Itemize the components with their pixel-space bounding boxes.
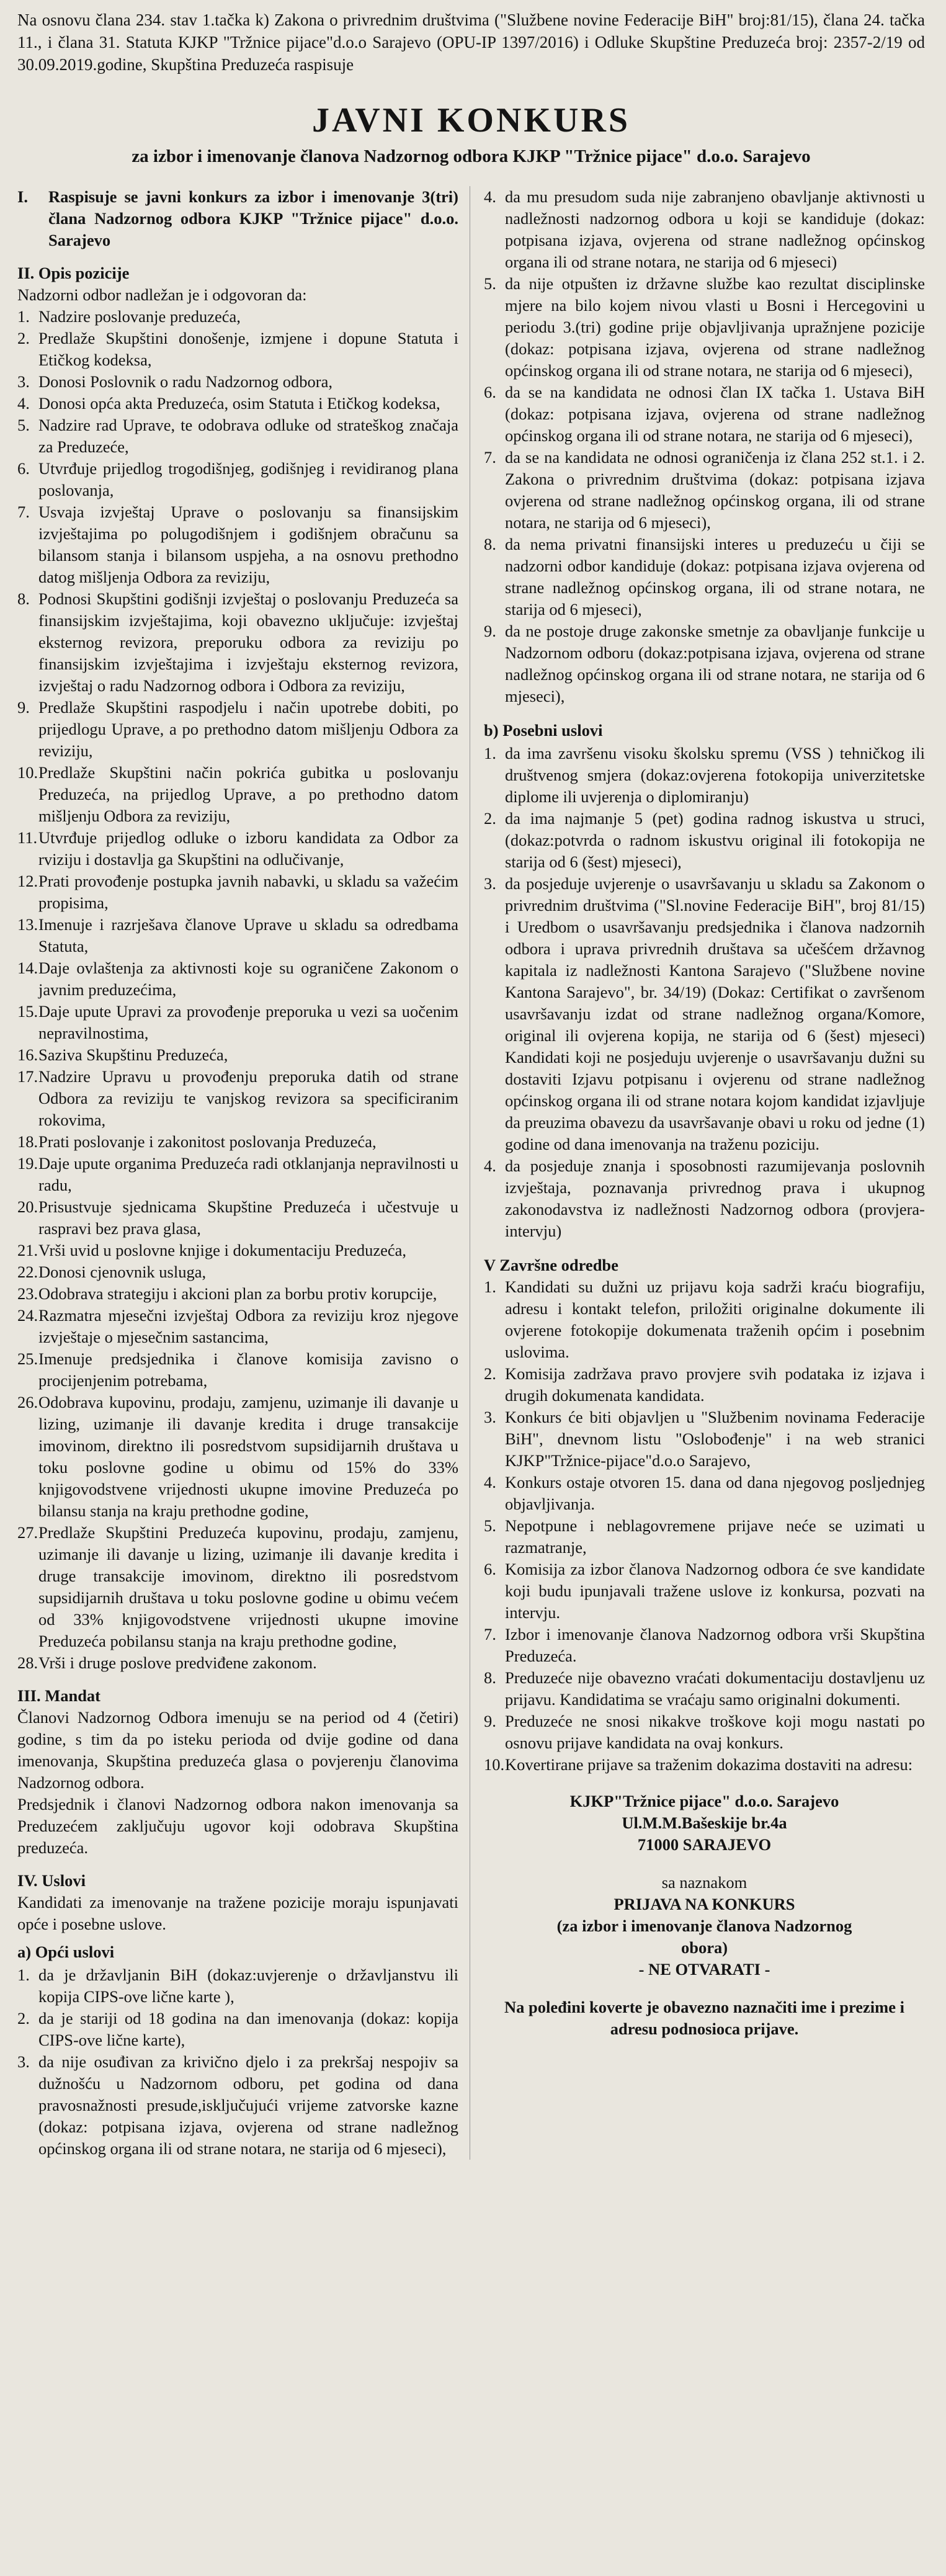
list-item	[17, 393, 458, 414]
list-item	[484, 620, 925, 707]
list-item	[17, 914, 458, 957]
section-2-lead: Nadzorni odbor nadležan je i odgovoran da:	[17, 285, 307, 304]
list-item	[17, 1348, 458, 1392]
list-item	[17, 2008, 458, 2051]
address-line-1: KJKP"Tržnice pijace" d.o.o. Sarajevo	[569, 1792, 839, 1810]
list-item-text: Nadzire rad Uprave, te odobrava odluke od strateškog značaja za Preduzeće,	[38, 416, 458, 456]
section-3-paragraph-1: Članovi Nadzornog Odbora imenuju se na period od 4 (četiri) godine, s tim da po isteku perioda od dvije godine od dana imenovanja, Skupština preduzeća glasa o povjerenju članovima Nadzornog odbora.	[17, 1708, 458, 1792]
list-item-number: 5.	[17, 416, 30, 434]
list-item-text: Razmatra mjesečni izvještaj Odbora za reviziju kroz njegove izvještaje o mjesečnim sastancima,	[38, 1306, 458, 1346]
list-item	[17, 870, 458, 914]
list-item-text: da ne postoje druge zakonske smetnje za obavljanje funkcije u Nadzornom odboru (dokaz:potpisana izjava, ovjerena od strane nadležnog općinskog organa ili od strane notara, ne starija od 6 mjeseci),	[505, 622, 925, 705]
list-item-number: 21.	[17, 1241, 38, 1259]
list-item-text: Predlaže Skupštini donošenje, izmjene i dopune Statuta i Etičkog kodeksa,	[38, 329, 458, 369]
section-2-heading: II. Opis pozicije	[17, 264, 130, 282]
list-item-number: 9.	[484, 622, 496, 640]
list-item-text: da je stariji od 18 godina na dan imenovanja (dokaz: kopija CIPS-ove lične karte),	[38, 2009, 458, 2049]
list-item-number: 27.	[17, 1523, 38, 1542]
list-item-text: Predlaže Skupštini Preduzeća kupovinu, prodaju, zamjenu, uzimanje ili davanje u lizing, uzimanje ili davanje kredita i druge transakcije imovinom, direktno ili posredstvom supsidijarnih društava u toku poslovne godine u obimu većem od 33% knjigovodstvene vrijednosti ukupne imovine Preduzeća pobilansu stanja na kraju prethodne godine,	[38, 1523, 458, 1650]
list-item-number: 3.	[17, 372, 30, 391]
general-conditions-list-part-2	[484, 186, 925, 707]
list-item-number: 2.	[17, 329, 30, 347]
list-item	[17, 1196, 458, 1240]
address-line-3: 71000 SARAJEVO	[637, 1835, 772, 1854]
list-item	[17, 588, 458, 697]
list-item-text: Daje upute Upravi za provođenje preporuka u vezi sa uočenim nepravilnostima,	[38, 1002, 458, 1042]
list-item-text: Nadzire Upravu u provođenju preporuka datih od strane Odbora za reviziju te vanjskog revizora sa specificiranim rokovima,	[38, 1067, 458, 1129]
list-item-number: 16.	[17, 1045, 38, 1064]
list-item-number: 22.	[17, 1263, 38, 1281]
list-item-number: 23.	[17, 1284, 38, 1303]
list-item-number: 18.	[17, 1132, 38, 1151]
list-item	[484, 1472, 925, 1515]
list-item-text: Vrši uvid u poslovne knjige i dokumentaciju Preduzeća,	[38, 1241, 407, 1259]
list-item-text: Daje ovlaštenja za aktivnosti koje su ograničene Zakonom o javnim preduzećima,	[38, 959, 458, 999]
list-item-text: Komisija za izbor članova Nadzornog odbora će sve kandidate koji budu ipunjavali tražene uslove iz konkursa, pozvati na intervju.	[505, 1560, 925, 1622]
list-item	[17, 1261, 458, 1283]
list-item	[17, 1044, 458, 1066]
section-3-heading: III. Mandat	[17, 1686, 101, 1705]
envelope-label-line-1: PRIJAVA NA KONKURS	[614, 1895, 795, 1913]
list-item-text: Izbor i imenovanje članova Nadzornog odbora vrši Skupština Preduzeća.	[505, 1625, 925, 1665]
list-item-number: 9.	[17, 698, 30, 717]
list-item-number: 1.	[17, 307, 30, 326]
list-item	[484, 534, 925, 620]
section-4-heading: IV. Uslovi	[17, 1871, 86, 1890]
list-item-text: Vrši i druge poslove predviđene zakonom.	[38, 1653, 317, 1672]
list-item	[17, 306, 458, 328]
list-item-number: 4.	[484, 187, 496, 206]
list-item-text: da ima najmanje 5 (pet) godina radnog iskustva u struci, (dokaz:potvrda o radnom iskustvu original ili fotokopija ne starija od 6 (šest) mjeseci),	[505, 809, 925, 871]
list-item-number: 28.	[17, 1653, 38, 1672]
envelope-label-line-3: obora)	[680, 1938, 728, 1957]
list-item-number: 15.	[17, 1002, 38, 1021]
list-item-number: 25.	[17, 1349, 38, 1368]
general-conditions-list-part-1	[17, 1964, 458, 2160]
list-item-text: Nadzire poslovanje preduzeća,	[38, 307, 241, 326]
list-item-text: Odobrava strategiju i akcioni plan za borbu protiv korupcije,	[38, 1284, 437, 1303]
list-item-number: 17.	[17, 1067, 38, 1086]
list-item-number: 14.	[17, 959, 38, 977]
list-item-text: Konkurs ostaje otvoren 15. dana od dana njegovog posljednjeg objavljivanja.	[505, 1473, 925, 1513]
list-item-text: Saziva Skupštinu Preduzeća,	[38, 1045, 228, 1064]
intro-paragraph: Na osnovu člana 234. stav 1.tačka k) Zakona o privrednim društvima ("Službene novine Federacije BiH" broj:81/15), člana 24. tačka 11., i člana 31. Statuta KJKP "Tržnice pijace"d.o.o Sarajevo (OPU-IP 1397/2016) i Odluke Skupštine Preduzeća broj: 2357-2/19 od 30.09.2019.godine, Skupština Preduzeća raspisuje	[17, 11, 925, 74]
list-item-text: Prati poslovanje i zakonitost poslovanja Preduzeća,	[38, 1132, 377, 1151]
list-item-text: Utvrđuje prijedlog trogodišnjeg, godišnjeg i revidiranog plana poslovanja,	[38, 459, 458, 499]
list-item	[484, 1754, 925, 1776]
list-item	[484, 382, 925, 447]
section-1-text: Raspisuje se javni konkurs za izbor i imenovanje 3(tri) člana Nadzornog odbora KJKP "Tržnice pijace" d.o.o. Sarajevo	[48, 187, 458, 249]
general-conditions-heading: a) Opći uslovi	[17, 1943, 115, 1961]
list-item-number: 19.	[17, 1154, 38, 1173]
list-item-text: Donosi opća akta Preduzeća, osim Statuta i Etičkog kodeksa,	[38, 394, 440, 413]
list-item-text: Imenuje i razrješava članove Uprave u skladu sa odredbama Statuta,	[38, 915, 458, 955]
list-item	[484, 1711, 925, 1754]
list-item-number: 3.	[484, 874, 496, 893]
list-item-text: Donosi Poslovnik o radu Nadzornog odbora,	[38, 372, 332, 391]
list-item-number: 1.	[484, 744, 496, 763]
list-item-text: Preduzeće nije obavezno vraćati dokumentaciju dostavljenu uz prijavu. Kandidatima se vraćaju samo originalni dokumenti.	[505, 1668, 925, 1709]
list-item-number: 8.	[484, 1668, 496, 1687]
list-item	[17, 1964, 458, 2008]
list-item-number: 7.	[484, 448, 496, 467]
list-item-number: 8.	[17, 589, 30, 608]
list-item-text: Prisustvuje sjednicama Skupštine Preduzeća i učestvuje u raspravi bez prava glasa,	[38, 1197, 458, 1238]
section-1	[17, 186, 458, 251]
list-item	[17, 2051, 458, 2160]
list-item-text: Predlaže Skupštini raspodjelu i način upotrebe dobiti, po prijedlogu Uprave, a po prethodno datom mišljenju Odbora za reviziju,	[38, 698, 458, 760]
envelope-label-line-2: (za izbor i imenovanje članova Nadzornog	[556, 1916, 852, 1935]
list-item-number: 2.	[17, 2009, 30, 2028]
section-2-list	[17, 306, 458, 1674]
list-item-text: da mu presudom suda nije zabranjeno obavljanje aktivnosti u nadležnosti nadzornog odbora u koji se kandiduje (dokaz: potpisana izjava, ovjerena od strane nadležnog općinskog organa ili od strane notara, ne starija od 6 mjeseci)	[505, 187, 925, 271]
list-item-text: da nije osuđivan za krivično djelo i za prekršaj nespojiv sa dužnošću u Nadzornom odboru, pet godina od dana pravosnažnosti presude,isključujući vrijeme zatvorske kazne (dokaz: potpisana izjava, ovjerena od strane nadležnog općinskog organa ili od strane notara, ne starija od 6 mjeseci),	[38, 2052, 458, 2158]
page-title: JAVNI KONKURS	[311, 101, 631, 140]
list-item	[17, 501, 458, 588]
list-item-text: Daje upute organima Preduzeća radi otklanjanja nepravilnosti u radu,	[38, 1154, 458, 1194]
list-item	[17, 1283, 458, 1305]
list-item	[17, 827, 458, 870]
list-item-text: da posjeduje uvjerenje o usavršavanju u skladu sa Zakonom o privrednim društvima ("Sl.novine Federacije BiH", broj 81/15) i Uredbom o usavršavanju predsjednika i članova nadzornih odbora i uprava privrednih društava sa učešćem državnog kapitala iz nadležnosti Kantona Sarajevo ("Službene novine Kantona Sarajevo", br. 34/19) (Dokaz: Certifikat o završenom usavršavanju izdat od strane nadležnog organa/Komore, original ili ovjerena kopija, ne starija od 6 (šest) mjeseci) Kandidati koji ne posjeduju uvjerenje o usavršavanju dužni su dostaviti Izjavu potpisanu i ovjerenu od strane nadležnog općinskog organa ili od strane notara kojom kandidat izjavljuje da preuzima obavezu da usavršavanje obavi u roku od jedne (1) godine od dana imenovanja na traženu poziciju.	[505, 874, 925, 1153]
list-item-number: 7.	[17, 503, 30, 521]
list-item	[17, 1066, 458, 1131]
list-item	[17, 1001, 458, 1044]
list-item	[484, 1155, 925, 1242]
list-item-text: Kandidati su dužni uz prijavu koja sadrži kraću biografiju, adresu i kontakt telefon, priložiti originalne dokumente ili ovjerene fotokopije dokumenata traženih općim i posebnim uslovima.	[505, 1277, 925, 1361]
section-5-heading: V Završne odredbe	[484, 1256, 618, 1274]
list-item	[484, 743, 925, 808]
list-item-number: 1.	[484, 1277, 496, 1296]
list-item-text: Odobrava kupovinu, prodaju, zamjenu, uzimanje ili davanje u lizing, uzimanje ili davanje kredita i druge transakcije imovinom, direktno ili posredstvom supsidijarnih društava u toku poslovne godine u obimu od 15% do 33% knjigovodstvene vrijednosti ukupne imovine Preduzeća po bilansu stanja na kraju prethodne godine,	[38, 1393, 458, 1520]
list-item	[484, 1515, 925, 1559]
list-item-text: Imenuje predsjednika i članove komisija zavisno o procijenjenim potrebama,	[38, 1349, 458, 1390]
list-item-number: 6.	[484, 1560, 496, 1578]
list-item	[17, 328, 458, 371]
list-item	[17, 1392, 458, 1522]
list-item	[17, 414, 458, 458]
list-item-number: 1.	[17, 1966, 30, 1984]
list-item-text: da se na kandidata ne odnosi ograničenja iz člana 252 st.1. i 2. Zakona o privrednim društvima (dokaz: potpisana izjava ovjerena od strane nadležnog općinskog organa, ili od strane notara, ne starija od 6 mjeseci),	[505, 448, 925, 532]
list-item-number: 10.	[484, 1755, 505, 1774]
list-item	[17, 1131, 458, 1153]
list-item-number: 24.	[17, 1306, 38, 1325]
list-item	[17, 1652, 458, 1674]
list-item-text: Utvrđuje prijedlog odluke o izboru kandidata za Odbor za rviziju i dostavlja ga Skupštini na odlučivanje,	[38, 828, 458, 869]
list-item-number: 6.	[17, 459, 30, 478]
list-item-text: Donosi cjenovnik usluga,	[38, 1263, 207, 1281]
list-item-text: da ima završenu visoku školsku spremu (VSS ) tehničkog ili društvenog smjera (dokaz:ovjerena fotokopija univerzitetske diplome ili uvjerenja o diplomiranju)	[505, 744, 925, 806]
list-item	[17, 1522, 458, 1652]
list-item-text: da posjeduje znanja i sposobnosti razumijevanja poslovnih izvještaja, poznavanja privrednog prava i ukupnog zakonodavstva iz nadležnosti Nadzornog odbora (provjera-intervju)	[505, 1156, 925, 1240]
list-item-text: Preduzeće ne snosi nikakve troškove koji mogu nastati po osnovu prijave kandidata na ovaj konkurs.	[505, 1712, 925, 1752]
list-item	[484, 1667, 925, 1711]
section-1-number: I.	[17, 187, 28, 206]
envelope-label	[484, 1894, 925, 1980]
section-4-lead: Kandidati za imenovanje na tražene pozicije moraju ispunjavati opće i posebne uslove.	[17, 1893, 458, 1933]
list-item-number: 12.	[17, 872, 38, 890]
list-item	[484, 1624, 925, 1667]
list-item	[17, 957, 458, 1001]
special-conditions-heading: b) Posebni uslovi	[484, 721, 603, 740]
list-item-number: 11.	[17, 828, 38, 847]
list-item-number: 4.	[484, 1473, 496, 1491]
list-item-text: Kovertirane prijave sa traženim dokazima dostaviti na adresu:	[505, 1755, 913, 1774]
list-item	[484, 186, 925, 273]
list-item	[17, 1240, 458, 1261]
list-item-text: da je državljanin BiH (dokaz:uvjerenje o državljanstvu ili kopija CIPS-ove lične karte ),	[38, 1966, 458, 2006]
list-item	[17, 458, 458, 501]
two-column-body	[17, 186, 925, 2160]
special-conditions-list	[484, 743, 925, 1242]
list-item	[484, 873, 925, 1155]
list-item-number: 4.	[484, 1156, 496, 1175]
right-column	[484, 186, 925, 2160]
section-3-paragraph-2: Predsjednik i članovi Nadzornog odbora nakon imenovanja sa Preduzećem zaključuju ugovor koji odobrava Skupština preduzeća.	[17, 1795, 458, 1857]
list-item-number: 5.	[484, 1516, 496, 1535]
list-item-number: 26.	[17, 1393, 38, 1411]
page-subtitle: za izbor i imenovanje članova Nadzornog odbora KJKP "Tržnice pijace" d.o.o. Sarajevo	[132, 146, 811, 166]
list-item-text: da nema privatni finansijski interes u preduzeću u čiji se nadzorni odbor kandiduje (dokaz: potpisana izjava ovjerena od strane nadležnog općinskog organa, ili od strane notara, ne starija od 6 mjeseci),	[505, 535, 925, 619]
list-item-text: Komisija zadržava pravo provjere svih podataka iz izjava i drugih dokumenata kandidata.	[505, 1364, 925, 1405]
list-item	[484, 1363, 925, 1407]
list-item-text: Konkurs će biti objavljen u "Službenim novinama Federacije BiH", dnevnom listu "Oslobođenje" i na web stranici KJKP"Tržnice-pijace"d.o.o Sarajevo,	[505, 1408, 925, 1470]
list-item-number: 3.	[484, 1408, 496, 1426]
list-item	[484, 808, 925, 873]
list-item	[484, 1559, 925, 1624]
final-provisions-list	[484, 1276, 925, 1776]
list-item-number: 4.	[17, 394, 30, 413]
list-item-number: 6.	[484, 383, 496, 401]
list-item-text: Podnosi Skupštini godišnji izvještaj o poslovanju Preduzeća sa finansijskim izvještajima, koji obavezno uključuje: izvještaj eksternog revizora, preporuku odbora za reviziju po finansijskim izvještajima i izvještaju eksternog revizora, izvještaj o radu Nadzornog odbora i Odbora za reviziju,	[38, 589, 458, 695]
left-column	[17, 186, 470, 2160]
list-item	[484, 1276, 925, 1363]
with-label-text: sa naznakom	[661, 1873, 747, 1892]
list-item-text: Prati provođenje postupka javnih nabavki, u skladu sa važećim propisima,	[38, 872, 458, 912]
list-item-number: 2.	[484, 809, 496, 828]
list-item-text: da se na kandidata ne odnosi član IX tačka 1. Ustava BiH (dokaz: potpisana izjava, ovjerena od strane nadležnog općinskog organa ili od strane notara, ne starija od 6 mjeseci),	[505, 383, 925, 445]
list-item-number: 2.	[484, 1364, 496, 1383]
list-item-text: Nepotpune i neblagovremene prijave neće se uzimati u razmatranje,	[505, 1516, 925, 1557]
list-item-number: 8.	[484, 535, 496, 553]
list-item	[17, 1153, 458, 1196]
list-item	[17, 1305, 458, 1348]
list-item-number: 5.	[484, 274, 496, 293]
list-item-number: 3.	[17, 2052, 30, 2071]
envelope-note: Na poleđini koverte je obavezno naznačiti ime i prezime i adresu podnosioca prijave.	[504, 1998, 904, 2038]
list-item-text: da nije otpušten iz državne službe kao rezultat disciplinske mjere na bilo kojem nivou vlasti u Bosni i Hercegovini u periodu 3.(tri) godine prije objavljivanja upražnjene pozicije (dokaz: potpisana izjava, ovjerena od strane nadležnog općinskog organa ili od strane notara, ne starija od 6 mjeseci),	[505, 274, 925, 380]
list-item-number: 10.	[17, 763, 38, 782]
list-item-number: 7.	[484, 1625, 496, 1644]
address-block	[484, 1791, 925, 1856]
do-not-open-text: - NE OTVARATI -	[638, 1960, 770, 1979]
list-item-number: 9.	[484, 1712, 496, 1730]
list-item	[484, 1407, 925, 1472]
list-item	[17, 762, 458, 827]
list-item	[17, 697, 458, 762]
list-item-text: Usvaja izvještaj Uprave o poslovanju sa finansijskim izvještajima po polugodišnjem i godišnjem obračunu sa bilansom stanja i bilansom uspjeha, a na osnovu prethodno datog mišljenja Odbora za reviziju,	[38, 503, 458, 586]
list-item	[17, 371, 458, 393]
list-item	[484, 273, 925, 382]
list-item	[484, 447, 925, 534]
list-item-text: Predlaže Skupštini način pokrića gubitka u poslovanju Preduzeća, na prijedlog Uprave, a po prethodno datom mišljenju Odbora za reviziju,	[38, 763, 458, 825]
address-line-2: Ul.M.M.Bašeskije br.4a	[622, 1813, 787, 1832]
list-item-number: 13.	[17, 915, 38, 934]
list-item-number: 20.	[17, 1197, 38, 1216]
